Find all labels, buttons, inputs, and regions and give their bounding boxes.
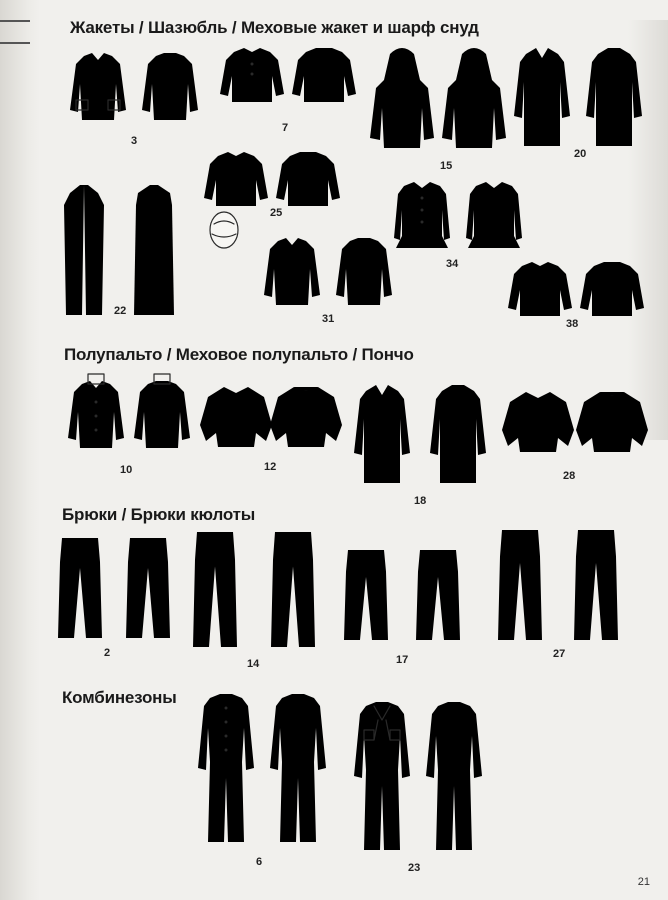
model-number: 14 <box>247 658 260 670</box>
figure-model-6[interactable] <box>196 692 336 852</box>
figure-model-34[interactable] <box>392 180 532 255</box>
model-number: 23 <box>408 862 421 874</box>
page-number: 21 <box>637 876 650 888</box>
figure-model-14[interactable] <box>195 532 325 652</box>
model-number: 25 <box>270 207 283 219</box>
figure-model-23[interactable] <box>352 700 492 860</box>
figure-model-18[interactable] <box>352 383 502 493</box>
figure-model-27[interactable] <box>500 530 630 645</box>
figure-model-22[interactable] <box>62 185 182 320</box>
model-number: 7 <box>282 122 289 134</box>
spine-mark <box>0 20 30 22</box>
figure-model-28[interactable] <box>508 390 648 460</box>
page-spine <box>0 0 40 900</box>
figure-model-10[interactable] <box>66 378 196 463</box>
model-number: 20 <box>574 148 587 160</box>
figure-fur-hat[interactable] <box>206 210 246 250</box>
model-number: 10 <box>120 464 133 476</box>
model-number: 15 <box>440 160 453 172</box>
model-number: 12 <box>264 461 277 473</box>
figure-model-15[interactable] <box>372 48 512 158</box>
figure-model-25[interactable] <box>206 150 346 210</box>
figure-model-3[interactable] <box>68 50 208 130</box>
model-number: 38 <box>566 318 579 330</box>
model-number: 28 <box>563 470 576 482</box>
figure-model-2[interactable] <box>60 538 180 643</box>
spine-mark <box>0 42 30 44</box>
model-number: 17 <box>396 654 409 666</box>
model-number: 34 <box>446 258 459 270</box>
figure-model-12[interactable] <box>206 385 336 455</box>
figure-model-17[interactable] <box>346 550 466 645</box>
section-title-coats: Полупальто / Меховое полупальто / Пончо <box>64 345 414 364</box>
model-number: 22 <box>114 305 127 317</box>
figure-model-38[interactable] <box>510 260 650 320</box>
model-number: 2 <box>104 647 111 659</box>
model-number: 3 <box>131 135 138 147</box>
section-title-jackets: Жакеты / Шазюбль / Меховые жакет и шарф снуд <box>70 18 479 37</box>
model-number: 31 <box>322 313 335 325</box>
figure-model-20[interactable] <box>512 46 652 151</box>
section-title-trousers: Брюки / Брюки кюлоты <box>62 505 256 524</box>
section-title-jumpsuits: Комбинезоны <box>62 688 177 707</box>
figure-model-7[interactable] <box>222 46 362 116</box>
model-number: 18 <box>414 495 427 507</box>
figure-model-31[interactable] <box>262 235 402 310</box>
model-number: 6 <box>256 856 263 868</box>
model-number: 27 <box>553 648 566 660</box>
